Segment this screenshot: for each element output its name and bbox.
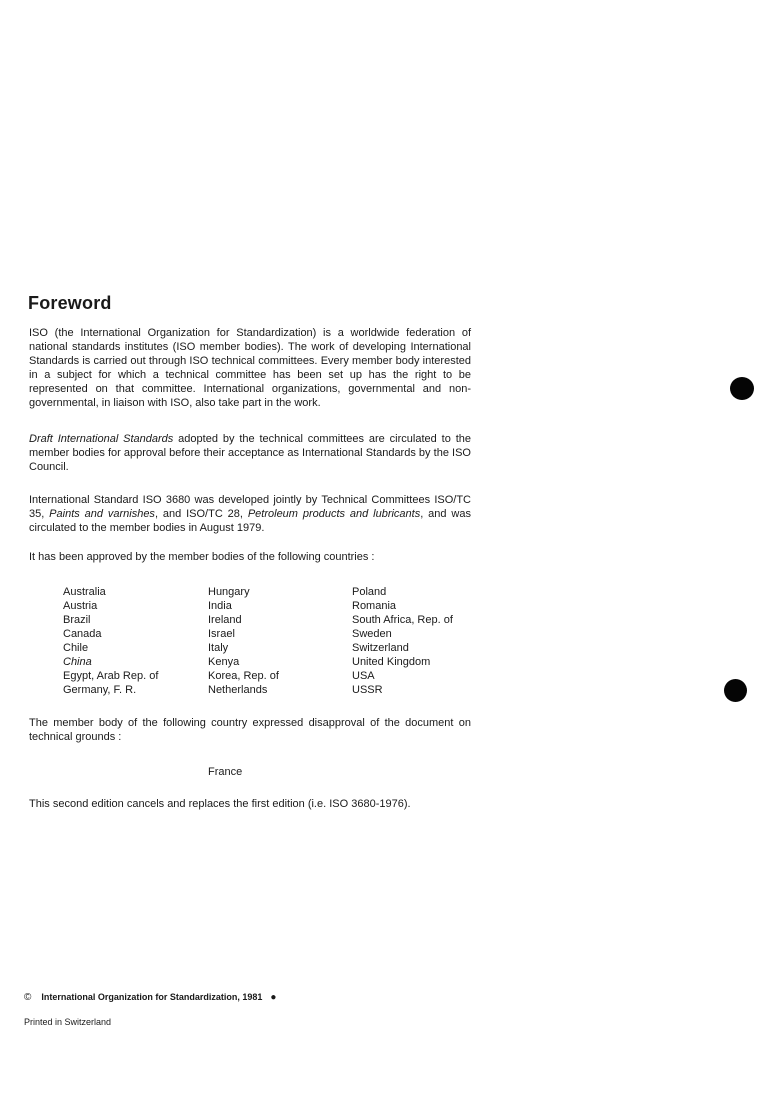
country-item: Austria — [63, 600, 98, 612]
copyright-line — [24, 991, 276, 1004]
development-text-e: , and was circulated to the member bodies in August 1979. — [29, 508, 471, 534]
country-item: South Africa, Rep. of — [352, 614, 453, 626]
country-item: Korea, Rep. of — [208, 670, 279, 682]
country-item: Australia — [63, 586, 106, 598]
printed-in: Printed in Switzerland — [24, 1017, 112, 1027]
countries-column-1 — [63, 585, 158, 697]
country-item: Netherlands — [208, 684, 268, 696]
country-item: Kenya — [208, 656, 240, 668]
punch-hole-icon — [724, 679, 747, 702]
country-item: China — [63, 656, 92, 668]
page-title: Foreword — [28, 293, 112, 313]
countries-column-3 — [352, 585, 453, 697]
approval-intro: It has been approved by the member bodies of the following countries : — [29, 551, 375, 563]
country-item: United Kingdom — [352, 656, 431, 668]
country-item: Israel — [208, 628, 235, 640]
country-item: Chile — [63, 642, 89, 654]
copyright-icon: © — [24, 992, 32, 1003]
copyright-text: International Organization for Standardization, 1981 — [41, 992, 263, 1002]
tc28-title: Petroleum products and lubricants — [247, 508, 421, 520]
country-item: Germany, F. R. — [63, 684, 137, 696]
foreword-paragraph-development — [29, 493, 471, 535]
country-item: Italy — [208, 642, 229, 654]
development-text-a: International Standard ISO 3680 was developed jointly by Technical Committees ISO/TC 35, — [29, 494, 471, 520]
country-item: Poland — [352, 586, 387, 598]
country-item: Canada — [63, 628, 102, 640]
country-item: Hungary — [208, 586, 250, 598]
drafts-italic-text: Draft International Standards — [29, 433, 174, 445]
country-item: Ireland — [208, 614, 242, 626]
country-item: Switzerland — [352, 642, 409, 654]
country-item: USSR — [352, 684, 383, 696]
country-item: Brazil — [63, 614, 91, 626]
tc35-title: Paints and varnishes — [49, 508, 155, 520]
foreword-paragraph-intro: ISO (the International Organization for Standardization) is a worldwide federation of national standards institutes (ISO member bodies). The work of developing International Standards is carried out through ISO technical committees. Every member body interested in a subject for which a technical committee has been set up has the right to be represented on that committee. International organizations, governmental and non-governmental, in liaison with ISO, also take part in the work. — [29, 327, 471, 409]
country-item: Sweden — [352, 628, 392, 640]
bullet-icon: ● — [270, 992, 277, 1003]
countries-column-2 — [208, 585, 279, 697]
disapproval-intro: The member body of the following country expressed disapproval of the document on technical grounds : — [29, 717, 471, 743]
country-item: USA — [352, 670, 375, 682]
foreword-paragraph-drafts — [29, 432, 471, 474]
country-item: Egypt, Arab Rep. of — [63, 670, 159, 682]
edition-note: This second edition cancels and replaces the first edition (i.e. ISO 3680-1976). — [29, 798, 411, 810]
country-item: India — [208, 600, 232, 612]
punch-hole-icon — [730, 377, 754, 400]
development-text-c: , and ISO/TC 28, — [154, 508, 248, 520]
drafts-text: adopted by the technical committees are circulated to the member bodies for approval before their acceptance as International Standards by the ISO Council. — [29, 433, 471, 473]
country-item: Romania — [352, 600, 397, 612]
disapproving-country: France — [208, 766, 243, 778]
